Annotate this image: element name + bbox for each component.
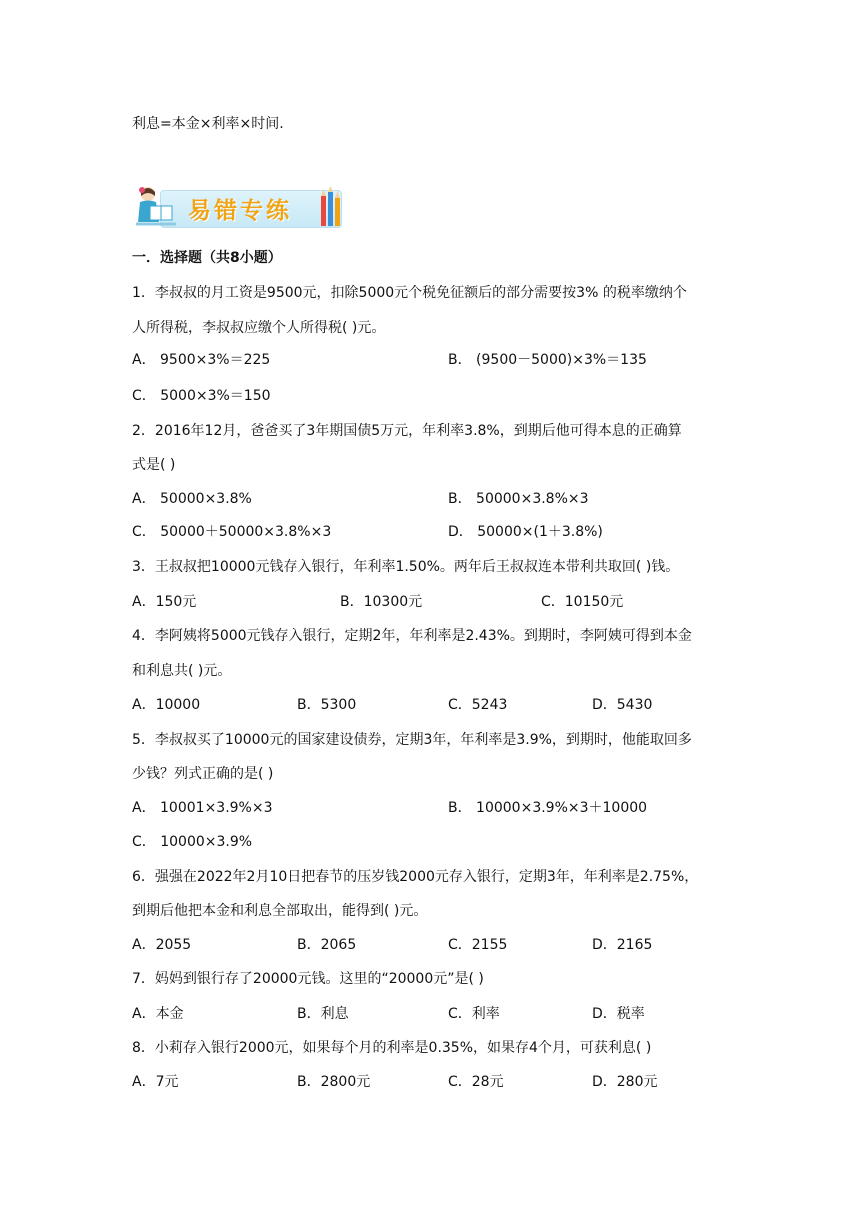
question-8-option-a[interactable]: A．7元 xyxy=(132,1074,179,1090)
question-1-option-c[interactable]: C． 5000×3%＝150 xyxy=(132,388,271,404)
question-4-option-c[interactable]: C．5243 xyxy=(448,697,508,713)
question-3-option-c[interactable]: C．10150元 xyxy=(541,594,624,610)
question-8-line-1: 8．小莉存入银行2000元，如果每个月的利率是0.35%，如果存4个月，可获利息( ) xyxy=(132,1040,652,1056)
intro-formula: 利息=本金×利率×时间. xyxy=(132,116,284,132)
banner-title: 易错专练 xyxy=(188,198,292,224)
pencils-icon xyxy=(318,186,342,230)
question-4-line-1: 4．李阿姨将5000元钱存入银行，定期2年，年利率是2.43%。到期时，李阿姨可得到本金 xyxy=(132,628,692,644)
section-title: 一．选择题（共8小题） xyxy=(132,250,282,266)
banner-easy-mistakes xyxy=(132,184,342,230)
question-1-option-a[interactable]: A． 9500×3%＝225 xyxy=(132,352,271,368)
question-1-line-2: 人所得税，李叔叔应缴个人所得税( )元。 xyxy=(132,320,386,336)
question-5-line-2: 少钱？列式正确的是( ) xyxy=(132,766,274,782)
question-5-line-1: 5．李叔叔买了10000元的国家建设债券，定期3年，年利率是3.9%，到期时，他能取回多 xyxy=(132,732,692,748)
question-5-option-c[interactable]: C． 10000×3.9% xyxy=(132,834,253,850)
question-2-line-1: 2．2016年12月，爸爸买了3年期国债5万元，年利率3.8%，到期后他可得本息的正确算 xyxy=(132,423,682,439)
question-7-option-d[interactable]: D．税率 xyxy=(592,1006,645,1022)
question-3-option-a[interactable]: A．150元 xyxy=(132,594,197,610)
question-6-option-b[interactable]: B．2065 xyxy=(297,937,357,953)
question-2-option-a[interactable]: A． 50000×3.8% xyxy=(132,491,252,507)
question-6-option-c[interactable]: C．2155 xyxy=(448,937,508,953)
question-7-line-1: 7．妈妈到银行存了20000元钱。这里的“20000元”是( ) xyxy=(132,971,484,987)
question-8-option-d[interactable]: D．280元 xyxy=(592,1074,658,1090)
girl-reading-icon xyxy=(132,184,184,230)
question-4-option-b[interactable]: B．5300 xyxy=(297,697,357,713)
question-6-line-1: 6．强强在2022年2月10日把春节的压岁钱2000元存入银行，定期3年，年利率是2.75%， xyxy=(132,869,699,885)
question-8-option-c[interactable]: C．28元 xyxy=(448,1074,504,1090)
question-3-option-b[interactable]: B．10300元 xyxy=(340,594,423,610)
question-5-option-b[interactable]: B． 10000×3.9%×3＋10000 xyxy=(448,800,648,816)
question-4-option-a[interactable]: A．10000 xyxy=(132,697,201,713)
question-1-line-1: 1．李叔叔的月工资是9500元，扣除5000元个税免征额后的部分需要按3% 的税率缴纳个 xyxy=(132,285,687,301)
question-7-option-a[interactable]: A．本金 xyxy=(132,1006,184,1022)
question-7-option-b[interactable]: B．利息 xyxy=(297,1006,349,1022)
question-2-option-d[interactable]: D． 50000×(1＋3.8%) xyxy=(448,524,603,540)
question-2-option-b[interactable]: B． 50000×3.8%×3 xyxy=(448,491,589,507)
question-8-option-b[interactable]: B．2800元 xyxy=(297,1074,371,1090)
question-6-line-2: 到期后他把本金和利息全部取出，能得到( )元。 xyxy=(132,903,428,919)
question-4-line-2: 和利息共( )元。 xyxy=(132,663,232,679)
question-5-option-a[interactable]: A． 10001×3.9%×3 xyxy=(132,800,273,816)
question-1-option-b[interactable]: B． (9500－5000)×3%＝135 xyxy=(448,352,647,368)
question-4-option-d[interactable]: D．5430 xyxy=(592,697,653,713)
question-3-line-1: 3．王叔叔把10000元钱存入银行，年利率1.50%。两年后王叔叔连本带利共取回( )钱。 xyxy=(132,559,680,575)
question-6-option-d[interactable]: D．2165 xyxy=(592,937,653,953)
question-6-option-a[interactable]: A．2055 xyxy=(132,937,192,953)
question-2-line-2: 式是( ) xyxy=(132,457,176,473)
question-7-option-c[interactable]: C．利率 xyxy=(448,1006,500,1022)
question-2-option-c[interactable]: C． 50000＋50000×3.8%×3 xyxy=(132,524,332,540)
